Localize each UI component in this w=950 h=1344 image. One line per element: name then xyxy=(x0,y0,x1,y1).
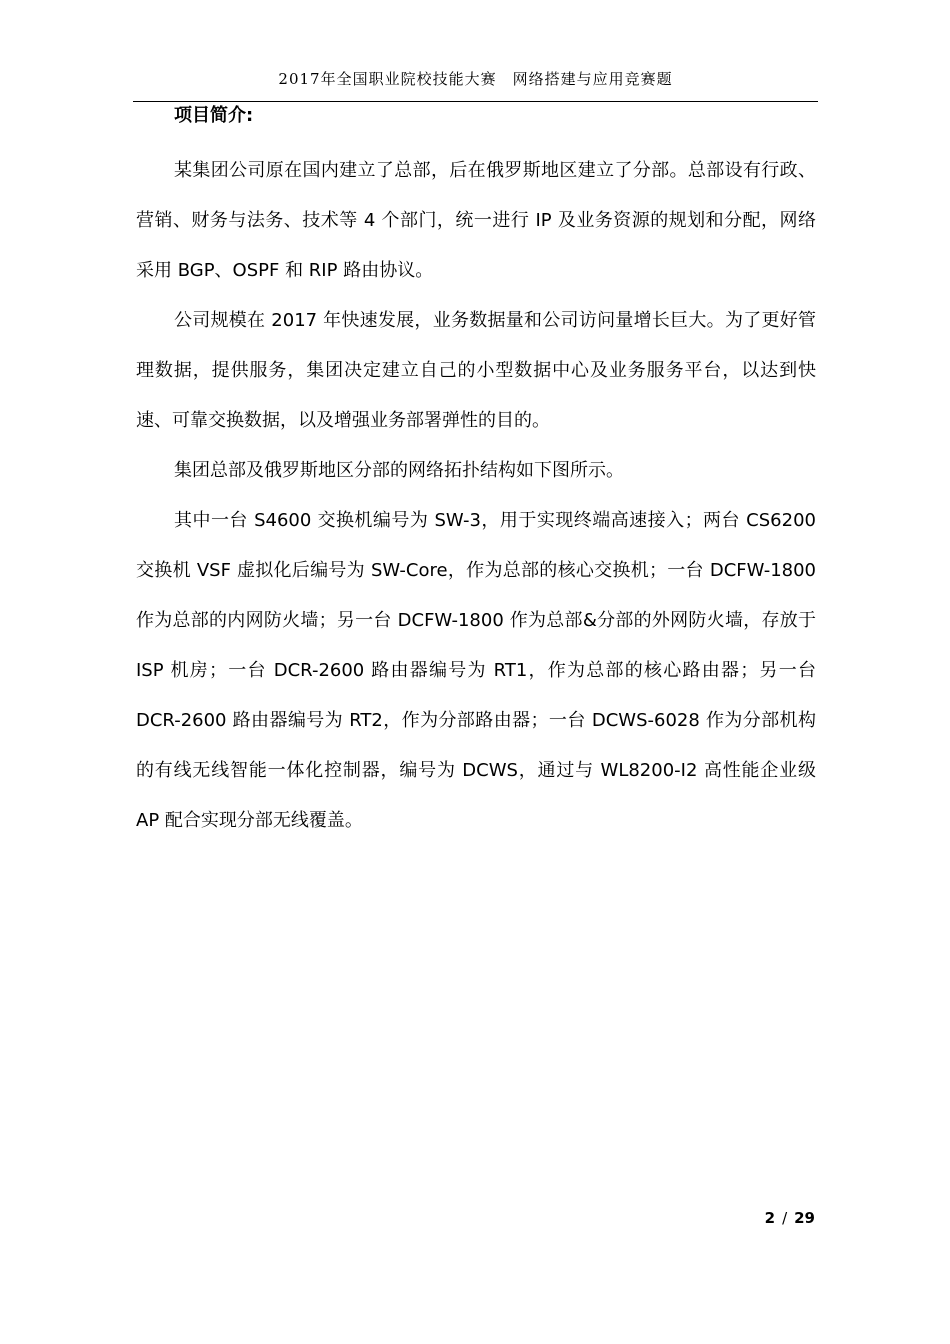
paragraph-devices: 其中一台 S4600 交换机编号为 SW-3，用于实现终端高速接入；两台 CS6200 交换机 VSF 虚拟化后编号为 SW-Core，作为总部的核心交换机；一台 DCFW-1800 作为总部的内网防火墙；另一台 DCFW-1800 作为总部&分部的外网防火墙，存放于 ISP 机房；一台 DCR-2600 路由器编号为 RT1，作为总部的核心路由器；另一台 DCR-2600 路由器编号为 RT2，作为分部路由器；一台 DCWS-6028 作为分部机构的有线无线智能一体化控制器，编号为 DCWS，通过与 WL8200-I2 高性能企业级 AP 配合实现分部无线覆盖。 xyxy=(136,510,816,831)
current-page: 2 xyxy=(764,1209,776,1227)
page-header: 2017年全国职业院校技能大赛 网络搭建与应用竞赛题 xyxy=(278,70,673,88)
page-separator: / xyxy=(782,1209,788,1227)
total-pages: 29 xyxy=(794,1209,815,1227)
paragraph-growth: 公司规模在 2017 年快速发展，业务数据量和公司访问量增长巨大。为了更好管理数据，提供服务，集团决定建立自己的小型数据中心及业务服务平台，以达到快速、可靠交换数据，以及增强业务部署弹性的目的。 xyxy=(136,310,816,431)
section-title: 项目简介: xyxy=(174,105,254,126)
page-number xyxy=(765,1209,815,1227)
paragraph-intro: 某集团公司原在国内建立了总部，后在俄罗斯地区建立了分部。总部设有行政、营销、财务与法务、技术等 4 个部门，统一进行 IP 及业务资源的规划和分配，网络采用 BGP、OSPF 和 RIP 路由协议。 xyxy=(136,160,816,281)
document-body xyxy=(136,100,816,846)
paragraph-topology-note: 集团总部及俄罗斯地区分部的网络拓扑结构如下图所示。 xyxy=(174,460,624,481)
